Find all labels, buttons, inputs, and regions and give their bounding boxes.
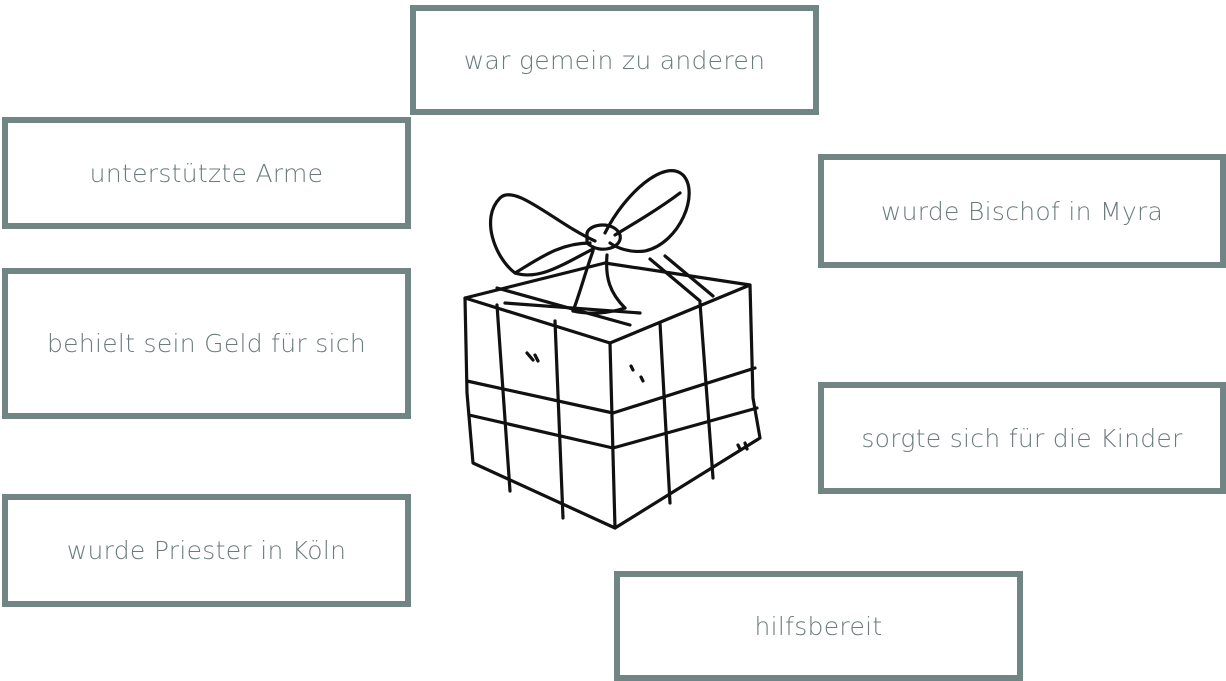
word-card-label: unterstützte Arme	[89, 158, 324, 188]
word-card-bischof-myra[interactable]	[818, 154, 1226, 268]
word-card-priester-koeln[interactable]	[2, 494, 411, 607]
word-card-war-gemein[interactable]	[410, 5, 819, 115]
word-card-hilfsbereit[interactable]	[614, 571, 1023, 681]
word-card-behielt-geld[interactable]	[2, 268, 411, 419]
word-card-label: hilfsbereit	[754, 611, 883, 641]
word-card-label: behielt sein Geld für sich	[46, 329, 366, 358]
gift-box-icon	[455, 163, 775, 538]
word-card-label: wurde Priester in Köln	[66, 536, 347, 565]
word-card-unterstuetzte-arme[interactable]	[2, 117, 411, 229]
word-card-label: sorgte sich für die Kinder	[861, 423, 1183, 453]
word-card-label: war gemein zu anderen	[463, 45, 766, 75]
word-card-sorgte-kinder[interactable]	[818, 382, 1226, 494]
word-card-label: wurde Bischof in Myra	[880, 196, 1164, 226]
